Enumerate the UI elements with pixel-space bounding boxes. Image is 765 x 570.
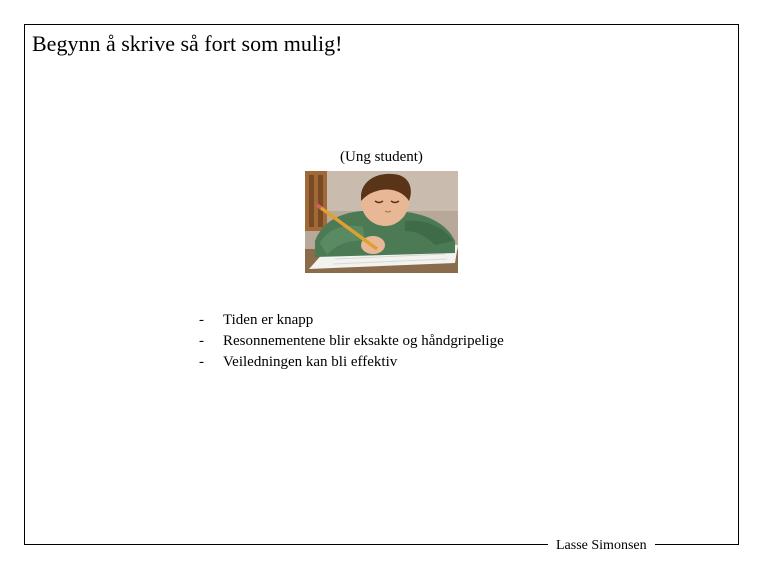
bullet-marker: - xyxy=(199,333,204,349)
bullet-marker: - xyxy=(199,354,204,370)
boy-writing-photo xyxy=(305,171,458,273)
photo-caption: (Ung student) xyxy=(340,149,423,165)
bullet-item xyxy=(199,331,504,352)
bullet-text: Resonnementene blir eksakte og håndgripelige xyxy=(223,333,504,349)
bullet-text: Veiledningen kan bli effektiv xyxy=(223,354,398,370)
slide-frame xyxy=(24,24,739,545)
bullet-list xyxy=(199,310,504,373)
slide-title: Begynn å skrive så fort som mulig! xyxy=(32,31,343,56)
bullet-text: Tiden er knapp xyxy=(223,312,314,328)
bullet-marker: - xyxy=(199,312,204,328)
footer-author: Lasse Simonsen xyxy=(548,537,655,554)
bullet-item xyxy=(199,310,504,331)
bullet-item xyxy=(199,352,504,373)
